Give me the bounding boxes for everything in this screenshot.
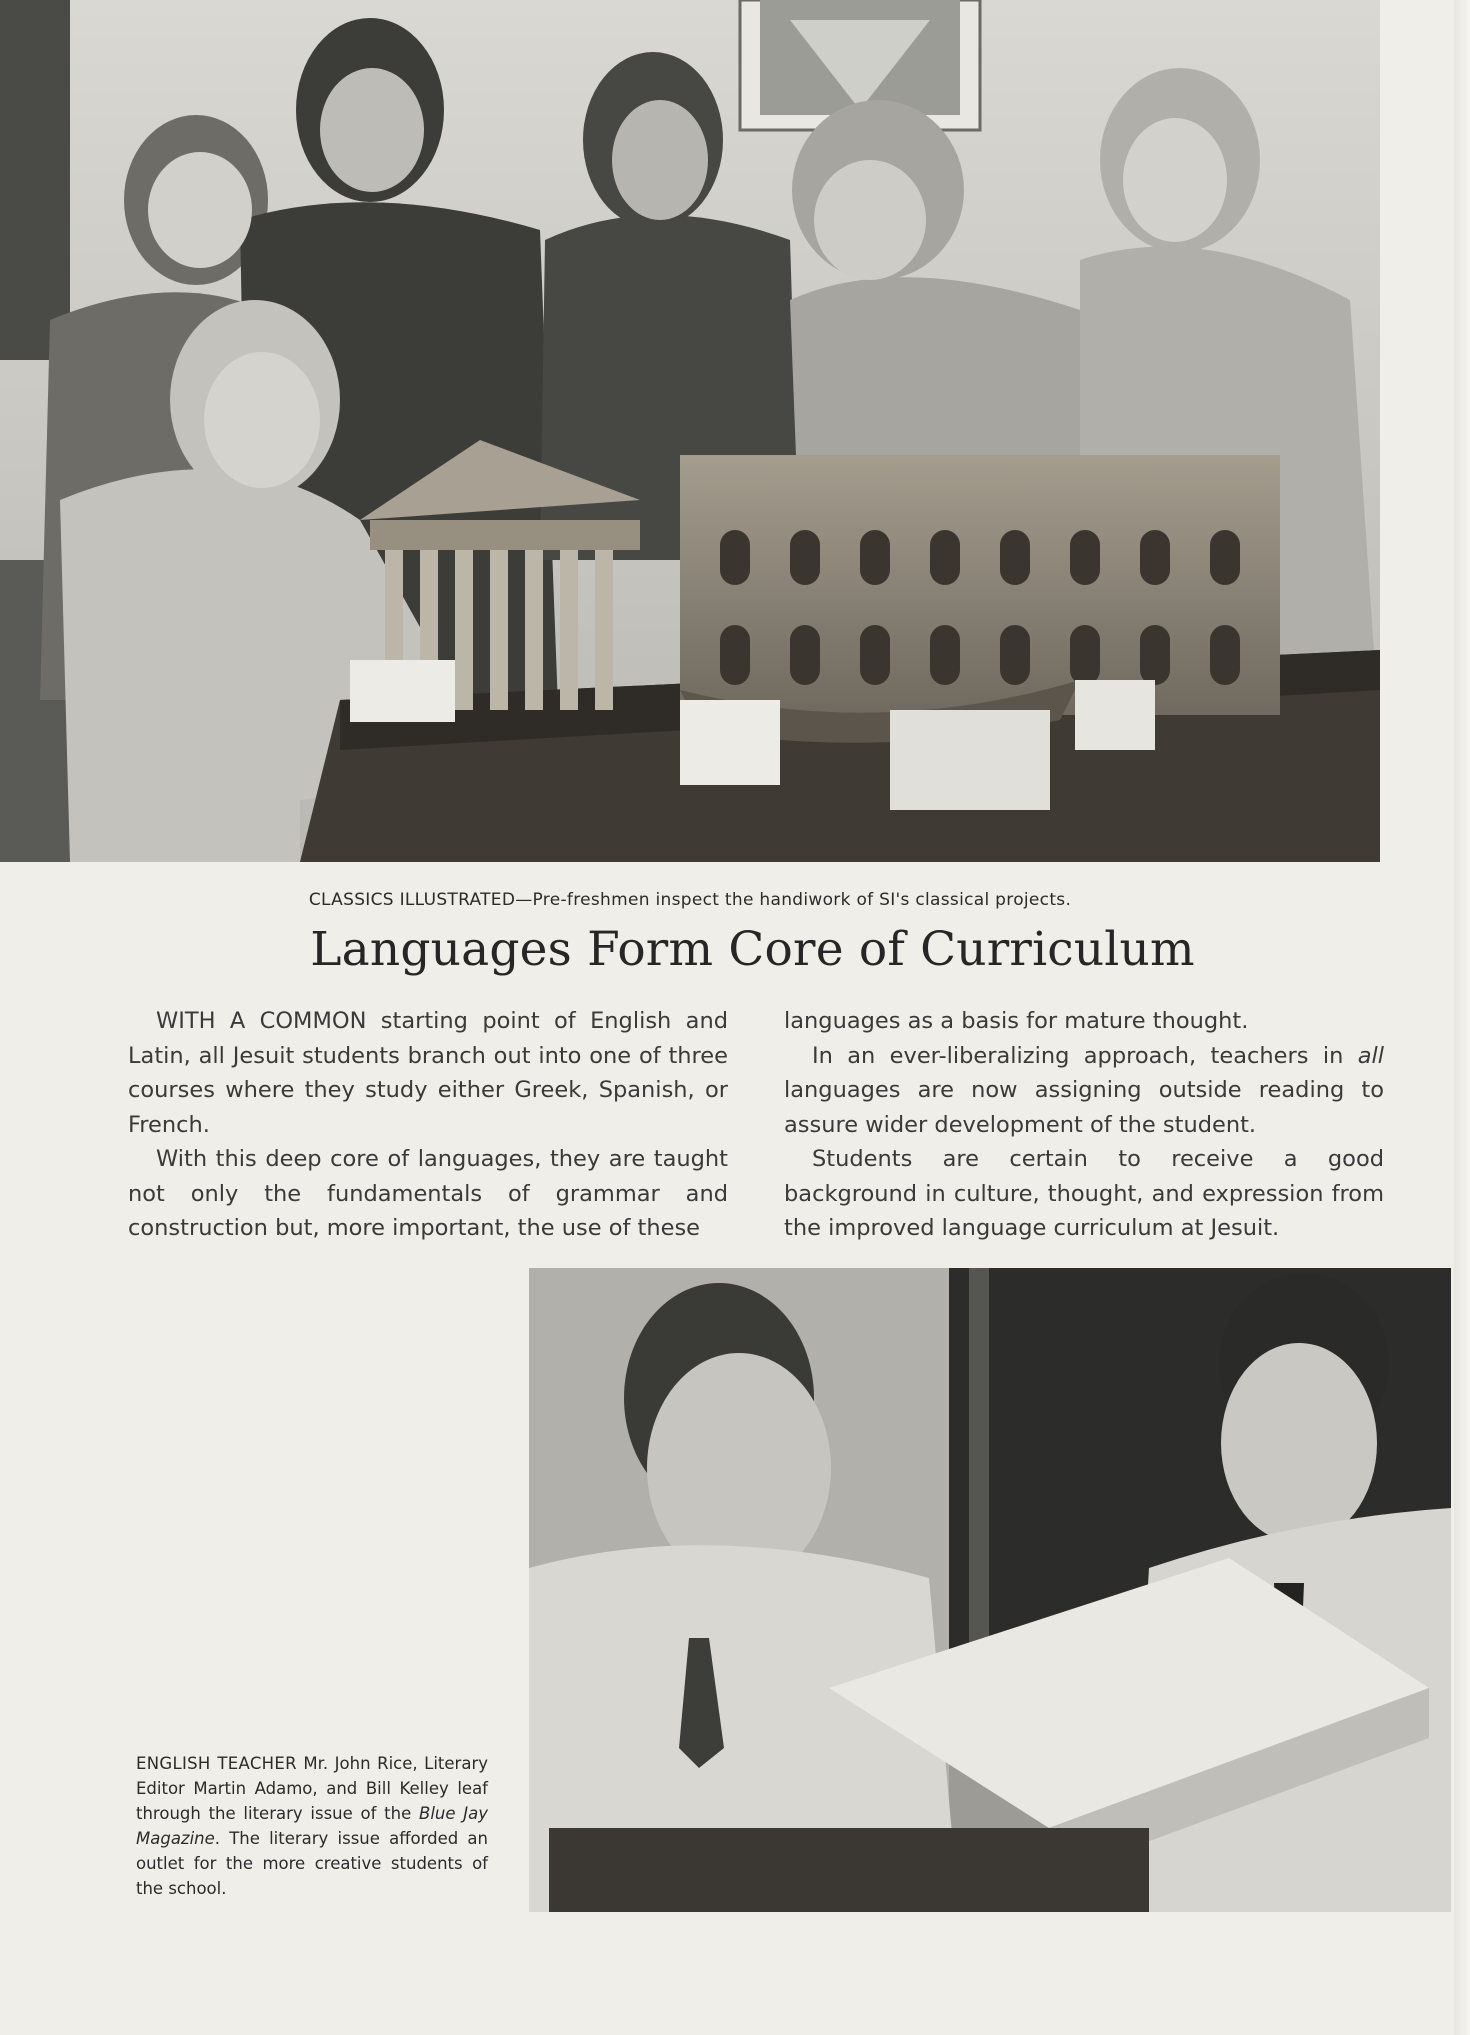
paragraph-3-start: In an ever-liberalizing approach, teachers in: [812, 1042, 1358, 1069]
article-paragraph-2: With this deep core of languages, they are taught not only the fundamentals of grammar and construction but, more important, the use of these: [128, 1146, 728, 1241]
article-paragraph-3: [784, 1039, 1384, 1143]
article-paragraph-1: [128, 1004, 728, 1142]
paragraph-3-end: languages are now assigning outside reading to assure wider development of the student.: [784, 1077, 1384, 1138]
top-caption-text: Pre-freshmen inspect the handiwork of SI's classical projects.: [532, 890, 1072, 910]
english-teacher-photo: [529, 1268, 1451, 1912]
paragraph-1-lead: WITH A COMMON: [156, 1008, 367, 1034]
magazine-title: Blue Jay Magazine: [136, 1804, 489, 1848]
bottom-caption-lead: ENGLISH TEACHER: [136, 1754, 297, 1773]
paragraph-3-emphasis: all: [1357, 1042, 1384, 1069]
bottom-photo-caption: [136, 1751, 488, 1901]
article-column-right: [784, 1004, 1384, 1246]
article-paragraph-2-continued: languages as a basis for mature thought.: [784, 1008, 1249, 1034]
top-caption-label: CLASSICS ILLUSTRATED—: [308, 890, 533, 910]
page-headline: Languages Form Core of Curriculum: [310, 922, 1195, 977]
bottom-caption-end: . The literary issue afforded an outlet for the more creative students of the school.: [136, 1829, 488, 1898]
paragraph-1-text: starting point of English and Latin, all Jesuit students branch out into one of three courses where they study either Greek, Spanish, or French.: [128, 1008, 728, 1138]
page-binding-edge: [1454, 0, 1470, 2035]
bottom-caption-start: Mr. John Rice, Literary Editor Martin Adamo, and Bill Kelley leaf through the literary issue of the: [136, 1754, 488, 1823]
article-paragraph-4: Students are certain to receive a good background in culture, thought, and expression from the improved language curriculum at Jesuit.: [784, 1146, 1384, 1241]
classics-project-photo: [0, 0, 1380, 862]
article-column-left: [128, 1004, 728, 1246]
top-photo-caption: [0, 890, 1380, 910]
